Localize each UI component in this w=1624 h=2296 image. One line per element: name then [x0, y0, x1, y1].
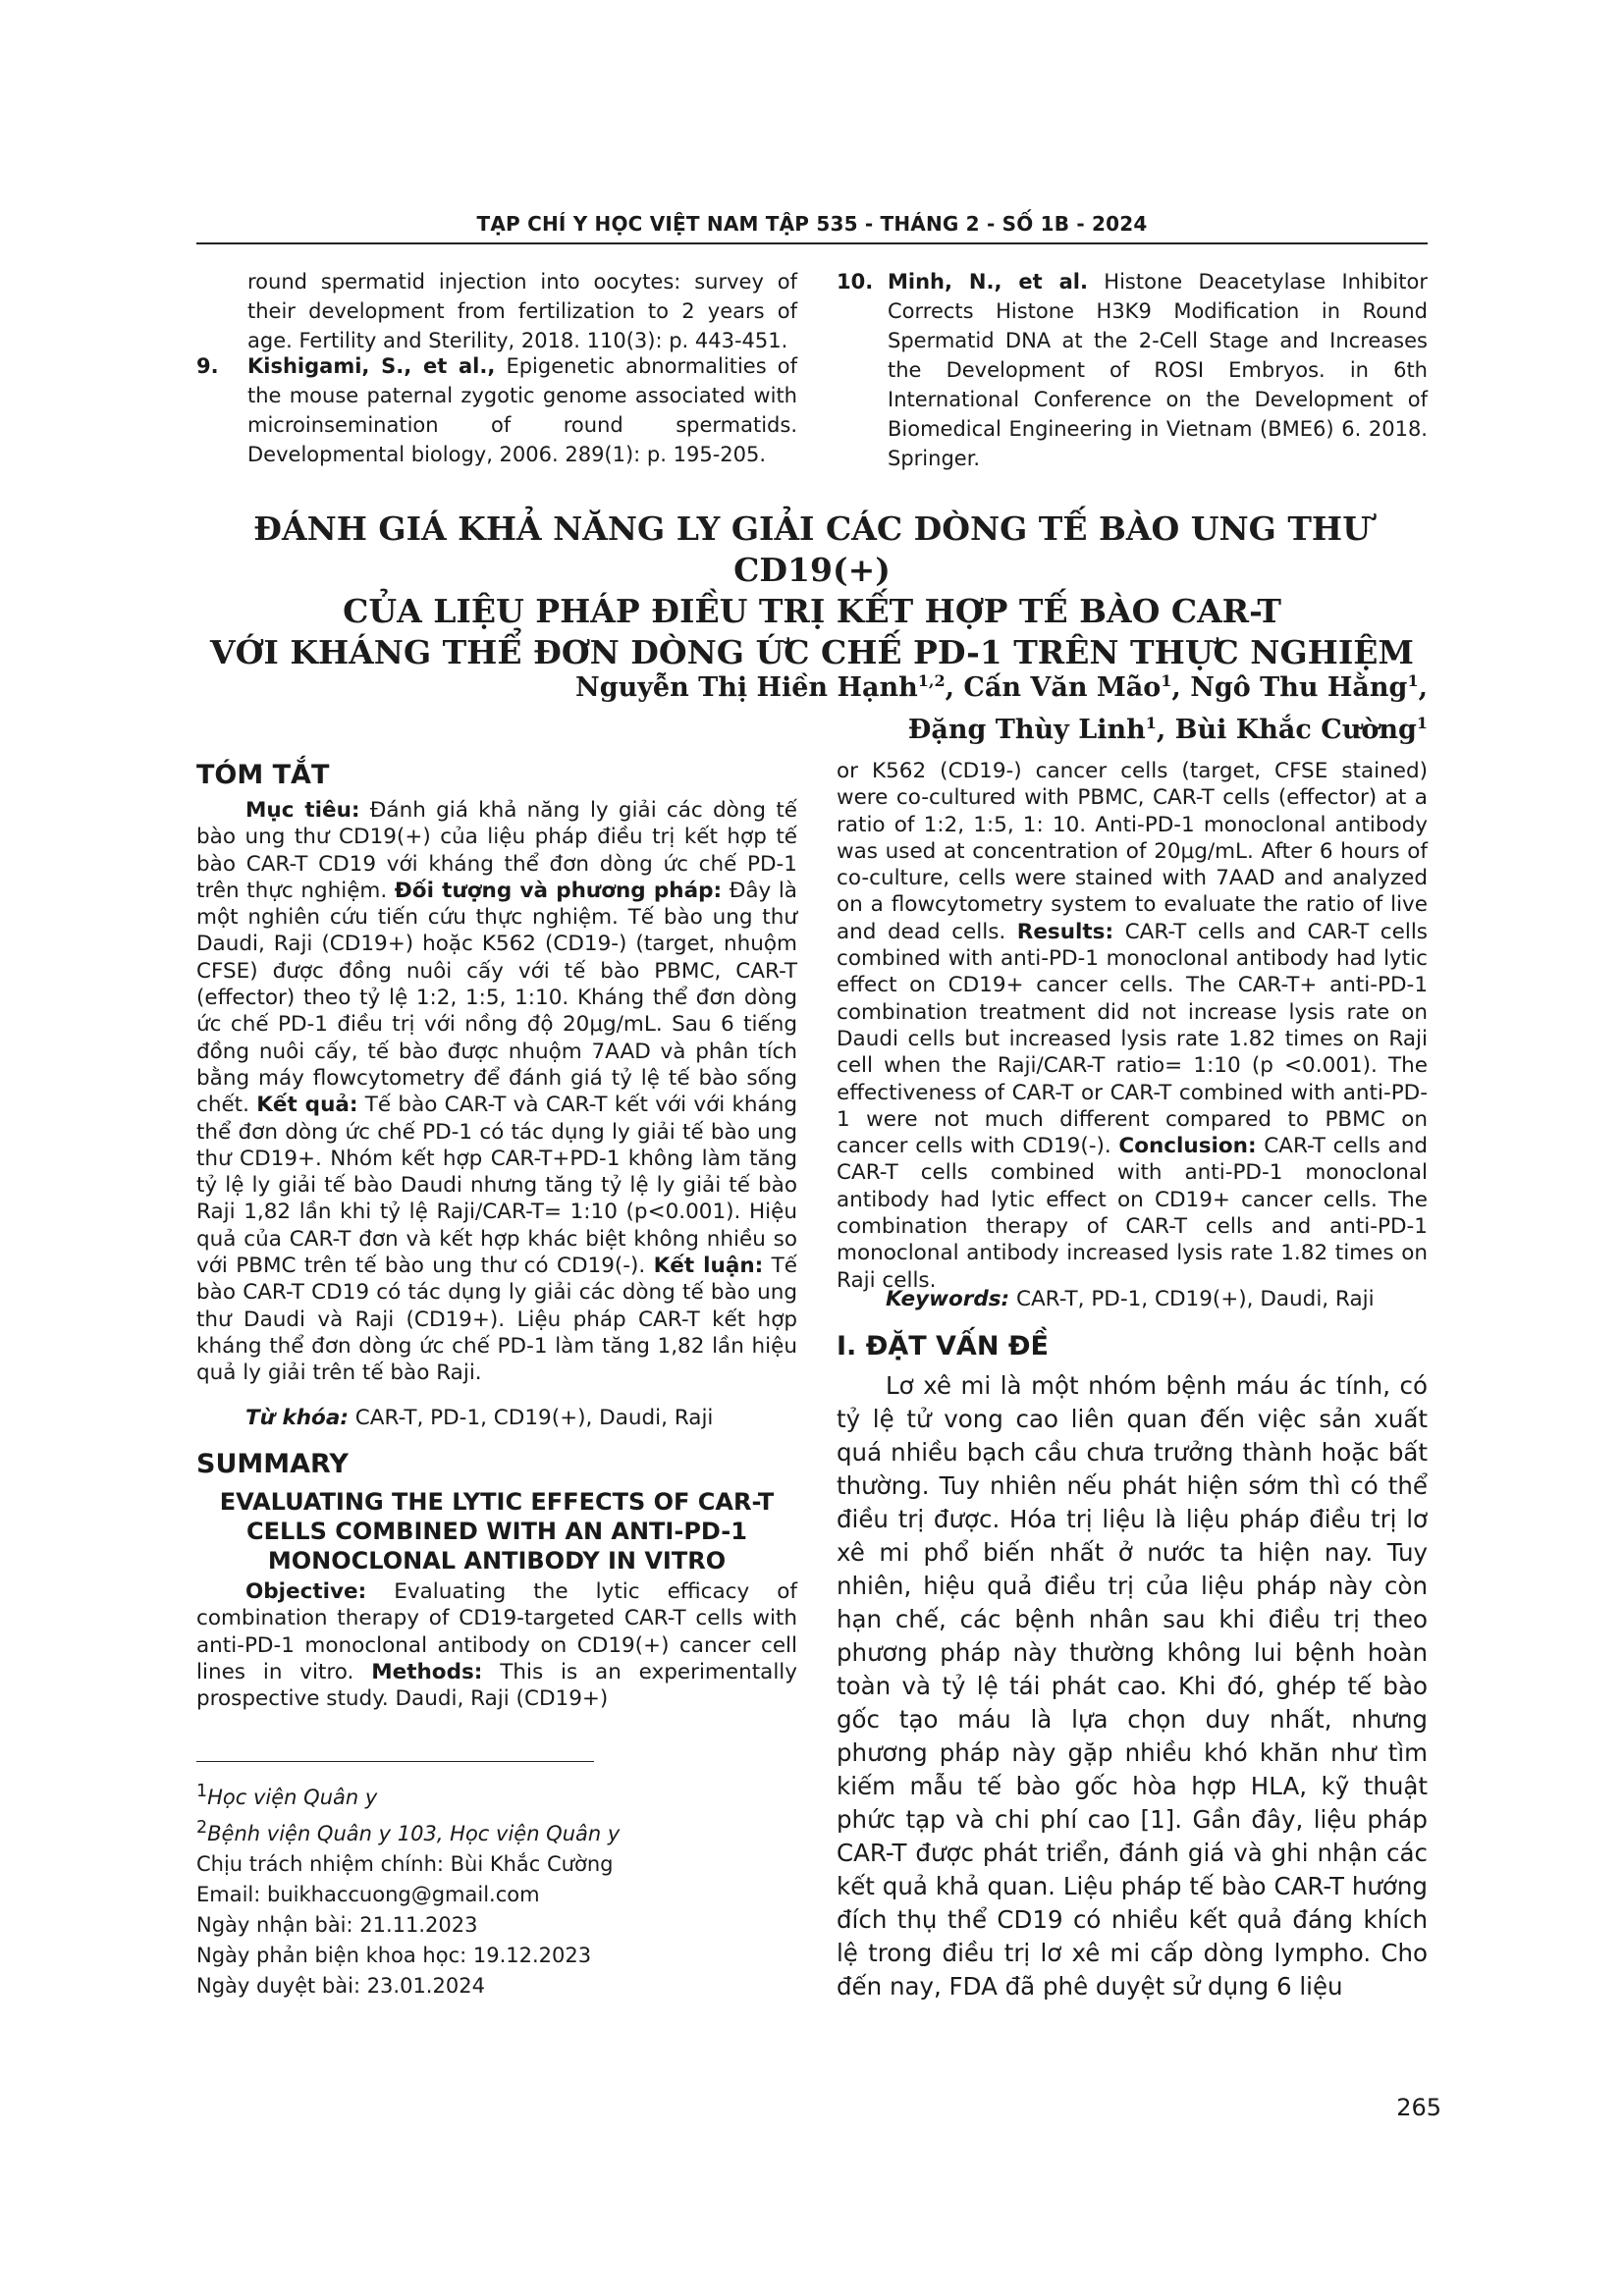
summary-heading: SUMMARY	[196, 1449, 349, 1479]
header-rule	[196, 242, 1428, 244]
footnote-affiliation-2: $^2$Bệnh viện Quân y 103, Học viện Quân y	[196, 1818, 621, 1845]
tom-tat-heading: TÓM TẮT	[196, 760, 330, 790]
footnote-accepted: Ngày duyệt bài: 23.01.2024	[196, 1974, 485, 1998]
footnote-affiliation-1: $^1$Học viện Quân y	[196, 1782, 378, 1809]
reference-10-text: Histone Deacetylase Inhibitor Corrects Histone H3K9 Modification in Round Spermatid DNA at the 2-Cell Stage and Increases the Development of ROSI Embryos. in 6th International Conference on the Development of Biomedical Engineering in Vietnam (BME6) 6. 2018. Springer.	[888, 270, 1428, 470]
page-number: 265	[1396, 2094, 1441, 2121]
footnotes	[196, 1777, 797, 2002]
reference-10	[837, 267, 1428, 473]
paper-title-line-2: CỦA LIỆU PHÁP ĐIỀU TRỊ KẾT HỢP TẾ BÀO CAR-T	[343, 592, 1281, 630]
reference-10-number: 10.	[837, 270, 874, 294]
footnote-received: Ngày nhận bài: 21.11.2023	[196, 1913, 478, 1937]
author-line-2: Đặng Thùy Linh$^1$, Bùi Khắc Cường$^1$	[907, 714, 1428, 745]
tom-tat-keywords: Từ khóa: CAR-T, PD-1, CD19(+), Daudi, Raji	[245, 1406, 714, 1430]
paper-title-line-3: VỚI KHÁNG THỂ ĐƠN DÒNG ỨC CHẾ PD-1 TRÊN THỰC NGHIỆM	[210, 633, 1414, 671]
introduction-heading: I. ĐẶT VẤN ĐỀ	[837, 1331, 1049, 1362]
reference-9-text: Epigenetic abnormalities of the mouse paternal zygotic genome associated with microinsemination of round spermatids. Developmental biology, 2006. 289(1): p. 195-205.	[247, 354, 797, 466]
introduction-text: Lơ xê mi là một nhóm bệnh máu ác tính, có tỷ lệ tử vong cao liên quan đến việc sản xuất quá nhiều bạch cầu chưa trưởng thành hoặc bất thường. Tuy nhiên nếu phát hiện sớm thì có thể điều trị được. Hóa trị liệu là liệu pháp điều trị lơ xê mi phổ biến nhất ở nước ta hiện nay. Tuy nhiên, hiệu quả điều trị của liệu pháp này còn hạn chế, các bệnh nhân sau khi điều trị theo phương pháp này thường không lui bệnh hoàn toàn và tỷ lệ tái phát cao. Khi đó, ghép tế bào gốc tạo máu là lựa chọn duy nhất, nhưng phương pháp này gặp nhiều khó khăn như tìm kiếm mẫu tế bào gốc hòa hợp HLA, kỹ thuật phức tạp và chi phí cao [1]. Gần đây, liệu pháp CAR-T được phát triển, đánh giá và ghi nhận các kết quả khả quan. Liệu pháp tế bào CAR-T hướng đích thụ thể CD19 có nhiều kết quả đáng khích lệ trong điều trị lơ xê mi cấp dòng lympho. Cho đến nay, FDA đã phê duyệt sử dụng 6 liệu	[837, 1371, 1428, 2001]
paper-title	[196, 508, 1428, 673]
footnote-email: Email: buikhaccuong@gmail.com	[196, 1883, 540, 1906]
journal-header: TẠP CHÍ Y HỌC VIỆT NAM TẬP 535 - THÁNG 2 - SỐ 1B - 2024	[476, 212, 1148, 236]
summary-abstract-part-1: Objective: Evaluating the lytic efficacy of combination therapy of CD19-targeted CAR-T cells with anti-PD-1 monoclonal antibody on CD19(+) cancer cell lines in vitro. Methods: This is an experimentally prospective study. Daudi, Raji (CD19+)	[196, 1579, 797, 1712]
summary-keywords: Keywords: CAR-T, PD-1, CD19(+), Daudi, Raji	[886, 1287, 1375, 1311]
author-list	[575, 664, 1428, 748]
summary-title: EVALUATING THE LYTIC EFFECTS OF CAR-T CELLS COMBINED WITH AN ANTI-PD-1 MONOCLONAL ANTIBODY IN VITRO	[219, 1488, 775, 1575]
footnote-rule	[196, 1761, 594, 1762]
author-line-1: Nguyễn Thị Hiền Hạnh$^{1,2}$, Cấn Văn Mão$^1$, Ngô Thu Hằng$^1$,	[575, 671, 1428, 703]
reference-9	[196, 351, 797, 469]
reference-9-authors: Kishigami, S., et al.,	[247, 354, 496, 378]
reference-9-number: 9.	[196, 354, 219, 378]
footnote-reviewed: Ngày phản biện khoa học: 19.12.2023	[196, 1944, 592, 1967]
paper-title-line-1: ĐÁNH GIÁ KHẢ NĂNG LY GIẢI CÁC DÒNG TẾ BÀO UNG THƯ CD19(+)	[253, 509, 1371, 589]
reference-8-continued: round spermatid injection into oocytes: survey of their development from fertilization to 2 years of age. Fertility and Sterility, 2018. 110(3): p. 443-451.	[247, 270, 797, 352]
reference-10-authors: Minh, N., et al.	[888, 270, 1088, 294]
footnote-corresponding: Chịu trách nhiệm chính: Bùi Khắc Cường	[196, 1852, 614, 1876]
tom-tat-abstract: Mục tiêu: Đánh giá khả năng ly giải các dòng tế bào ung thư CD19(+) của liệu pháp điều trị kết hợp tế bào CAR-T CD19 với kháng thể đơn dòng ức chế PD-1 trên thực nghiệm. Đối tượng và phương pháp: Đây là một nghiên cứu tiến cứu thực nghiệm. Tế bào ung thư Daudi, Raji (CD19+) hoặc K562 (CD19-) (target, nhuộm CFSE) được đồng nuôi cấy với tế bào PBMC, CAR-T (effector) theo tỷ lệ 1:2, 1:5, 1:10. Kháng thể đơn dòng ức chế PD-1 điều trị với nồng độ 20μg/mL. Sau 6 tiếng đồng nuôi cấy, tế bào được nhuộm 7AAD và phân tích bằng máy flowcytometry để đánh giá tỷ lệ tế bào sống chết. Kết quả: Tế bào CAR-T và CAR-T kết với với kháng thể đơn dòng ức chế PD-1 có tác dụng ly giải tế bào ung thư CD19+. Nhóm kết hợp CAR-T+PD-1 không làm tăng tỷ lệ ly giải tế bào Daudi nhưng tăng tỷ lệ ly giải tế bào Raji 1,82 lần khi tỷ lệ Raji/CAR-T= 1:10 (p<0.001). Hiệu quả của CAR-T đơn và kết hợp khác biệt không nhiều so với PBMC trên tế bào ung thư có CD19(-). Kết luận: Tế bào CAR-T CD19 có tác dụng ly giải các dòng tế bào ung thư Daudi và Raji (CD19+). Liệu pháp CAR-T kết hợp kháng thể đơn dòng ức chế PD-1 làm tăng 1,82 lần hiệu quả ly giải trên tế bào Raji.	[196, 798, 798, 1386]
summary-abstract-part-2: or K562 (CD19-) cancer cells (target, CFSE stained) were co-cultured with PBMC, CAR-T cells (effector) at a ratio of 1:2, 1:5, 1: 10. Anti-PD-1 monoclonal antibody was used at concentration of 20μg/mL. After 6 hours of co-culture, cells were stained with 7AAD and analyzed on a flowcytometry system to evaluate the ratio of live and dead cells. Results: CAR-T cells and CAR-T cells combined with anti-PD-1 monoclonal antibody had lytic effect on CD19+ cancer cells. The CAR-T+ anti-PD-1 combination treatment did not increase lysis rate on Daudi cells but increased lysis rate 1.82 times on Raji cell when the Raji/CAR-T ratio= 1:10 (p <0.001). The effectiveness of CAR-T or CAR-T combined with anti-PD-1 were not much different compared to PBMC on cancer cells with CD19(-). Conclusion: CAR-T cells and CAR-T cells combined with anti-PD-1 monoclonal antibody had lytic effect on CD19+ cancer cells. The combination therapy of CAR-T cells and anti-PD-1 monoclonal antibody increased lysis rate 1.82 times on Raji cells.	[837, 759, 1428, 1293]
